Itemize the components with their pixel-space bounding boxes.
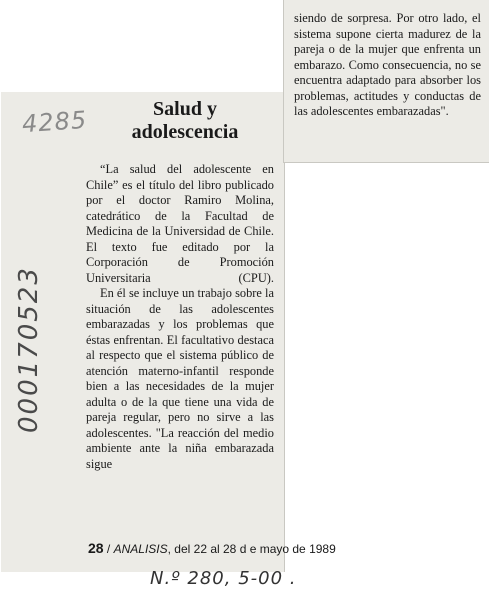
- article-main-column: [86, 162, 274, 472]
- handwritten-catalog-id: 4285: [21, 105, 88, 139]
- title-line-2: adolescencia: [131, 121, 239, 143]
- publication-name: ANALISIS: [113, 542, 168, 556]
- article-continuation-text: siendo de sorpresa. Por otro lado, el sistema supone cierta madurez de la pareja o de la mujer que enfrenta un embarazo. Como consecuencia, no se encuentra adaptado para absorber los problemas, actitudes y conductas de las adolescentes embarazadas".: [294, 11, 481, 118]
- article-paragraph-2: En él se incluye un trabajo sobre la situación de las adolescentes embarazadas y los problemas que éstas enfrentan. El facultativo destaca al respecto que el sistema público de atención materno-infantil responde bien a las necesidades de la mujer adulta o de la que tiene una vida de pareja regular, pero no sirve a las adolescentes. "La reacción del medio ambiente ante la niña embarazada sigue: [86, 286, 274, 471]
- handwritten-bottom-note: N.º 280, 5-00 .: [150, 568, 297, 589]
- article-title: [110, 98, 260, 144]
- handwritten-vertical-code: 000170523: [14, 266, 44, 433]
- publication-date: , del 22 al 28 d e mayo de 1989: [167, 542, 336, 556]
- article-continuation-column: [294, 11, 481, 120]
- title-line-1: Salud y: [153, 98, 217, 120]
- page-footer: [88, 540, 336, 556]
- page-number: 28: [88, 540, 104, 556]
- footer-separator: /: [106, 542, 111, 556]
- article-paragraph-1: “La salud del adolescente en Chile” es el título del libro publicado por el doctor Ramiro Molina, catedrático de la Facultad de Medicina de la Universidad de Chile. El texto fue editado por la Corporación de Promoción Universitaria (CPU).: [86, 162, 274, 285]
